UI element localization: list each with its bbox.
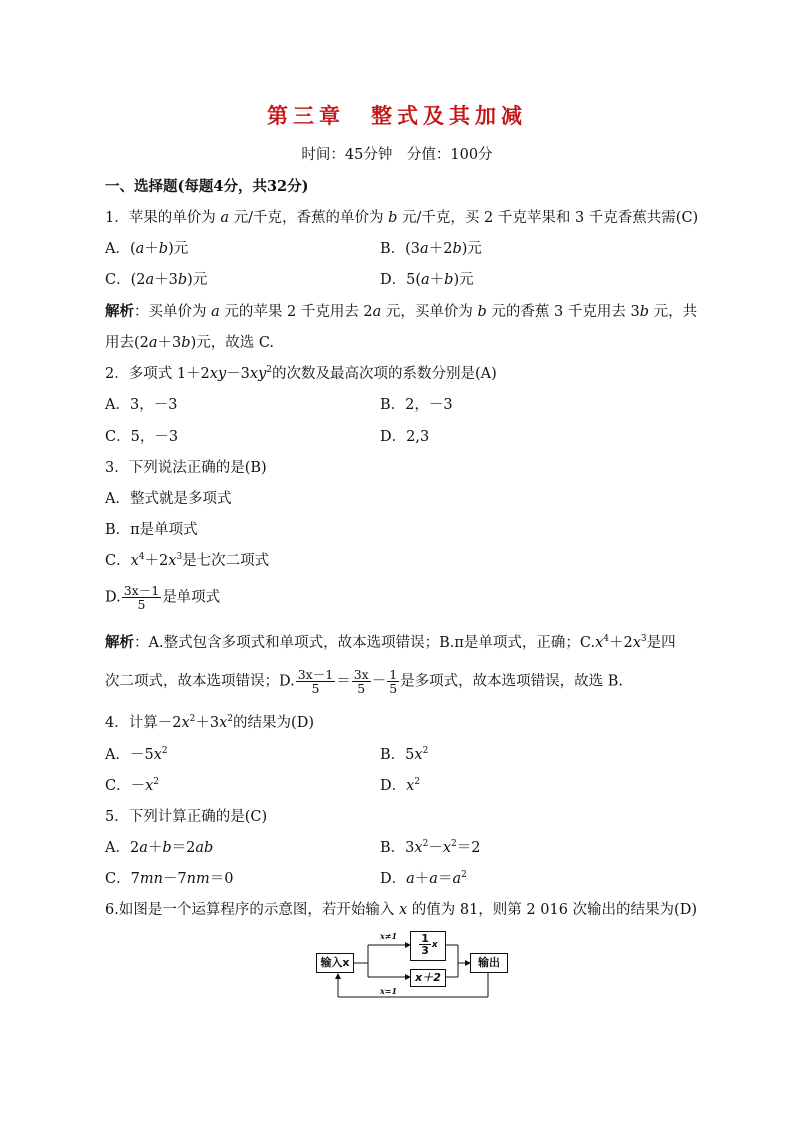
question-2-option-c: C．5，－3 — [105, 429, 179, 445]
question-2-option-b: B．2，－3 — [380, 397, 453, 413]
question-3-option-c: C．$x^4+2x^3$是七次二项式 — [105, 552, 270, 569]
program-flowchart — [310, 925, 520, 1003]
fraction: $\frac{3x-1}{5}$ — [123, 583, 160, 612]
question-3-explanation-line1: 解析：A.整式包含多项式和单项式，故本选项错误；B.π是单项式，正确；$C.x^4+2x^3$是四 — [105, 634, 676, 651]
question-4-option-d: D．$x^2$ — [380, 777, 421, 794]
question-1-option-d: D．5(a＋b)元 — [380, 272, 474, 288]
output-box: 输出 — [470, 953, 508, 973]
question-4-stem: 4．计算$-2x^2+3x^2$的结果为(D) — [105, 714, 314, 731]
condition-equals-one: x=1 — [380, 986, 398, 996]
question-4-option-c: C．$-x^2$ — [105, 777, 160, 794]
question-1-stem: 1．苹果的单价为 a 元/千克，香蕉的单价为 b 元/千克，买 2 千克苹果和 3 千克香蕉共需(C) — [105, 210, 699, 226]
divide-by-three-box: $\frac{1}{3}$ x — [410, 931, 446, 961]
question-1-explanation-line1: 解析：买单价为 a 元的苹果 2 千克用去 2a 元，买单价为 b 元的香蕉 3 千克用去 3b 元，共 — [105, 303, 698, 320]
question-2-option-d: D．2,3 — [380, 429, 430, 445]
question-5-option-a: A．2a＋b＝2ab — [105, 840, 214, 856]
chapter-name: 整式及其加减 — [371, 103, 527, 128]
question-1-explanation-line2: 用去(2a＋3b)元，故选 C. — [105, 335, 275, 351]
question-1-option-a: A．(a＋b)元 — [105, 241, 189, 257]
question-4-option-a: A．$-5x^2$ — [105, 746, 168, 763]
question-6-stem: 6.如图是一个运算程序的示意图，若开始输入 x 的值为 81，则第 2 016 次输出的结果为(D) — [105, 902, 697, 918]
fraction: $\frac{3x-1}{5}$ — [297, 667, 334, 696]
question-5-option-c: C．7mn－7nm＝0 — [105, 871, 234, 887]
fraction: $\frac{3x}{5}$ — [353, 667, 369, 696]
chapter-title — [0, 100, 794, 130]
question-1-option-b: B．(3a＋2b)元 — [380, 241, 482, 257]
question-5-option-b: B．$3x^2-x^2=2$ — [380, 839, 481, 856]
question-3-option-d: D. $\frac{3x-1}{5}$ 是单项式 — [105, 583, 221, 612]
chapter-number: 第三章 — [267, 103, 345, 128]
question-3-option-b: B．π是单项式 — [105, 522, 198, 538]
question-2-stem: 2．多项式 $1+2xy-3xy^2$的次数及最高次项的系数分别是(A) — [105, 365, 497, 382]
section-heading: 一、选择题(每题4分，共32分) — [105, 178, 309, 195]
add-two-box: x＋2 — [410, 969, 446, 987]
question-3-option-a: A．整式就是多项式 — [105, 491, 232, 507]
question-3-explanation-line2: 次二项式，故本选项错误；D. $\frac{3x-1}{5}$ ＝ $\frac{3x}{5}$ － $\frac{1}{5}$ 是多项式，故本选项错误，故选 B. — [105, 667, 624, 696]
question-3-stem: 3．下列说法正确的是(B) — [105, 460, 267, 476]
question-2-option-a: A．3，－3 — [105, 397, 178, 413]
question-4-option-b: B．$5x^2$ — [380, 746, 429, 763]
condition-not-one: x≠1 — [380, 931, 398, 941]
exam-meta: 时间：45分钟 分值：100分 — [301, 147, 493, 163]
input-box: 输入x — [316, 953, 354, 973]
fraction: $\frac{1}{5}$ — [389, 667, 398, 696]
question-5-option-d: D．$a+a=a^2$ — [380, 870, 467, 887]
question-1-option-c: C．(2a＋3b)元 — [105, 272, 208, 288]
question-5-stem: 5．下列计算正确的是(C) — [105, 809, 268, 825]
